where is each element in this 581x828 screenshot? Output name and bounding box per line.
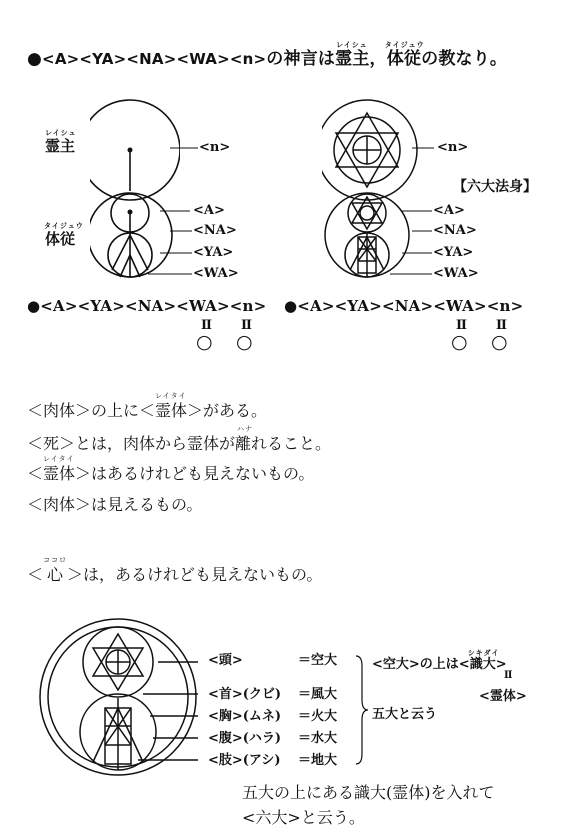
heading-text-b: の教なり。 [421, 49, 508, 69]
sky-eq: Ⅱ [504, 670, 513, 681]
ruby-taiju: タイジュウ [384, 40, 425, 49]
right-bullet-line: ●<A><YA><NA><WA><n> [284, 297, 524, 315]
five-label: 五大と云う [372, 707, 438, 722]
right-leaders [372, 140, 442, 280]
sky-note: <空大>の上は< シキダイ 識大> [372, 648, 507, 672]
row-limbs: <肢>(アシ) ＝地大 [208, 753, 338, 768]
right-eq-2: Ⅱ [496, 318, 507, 333]
para-line-4: ＜肉体＞は見えるもの。 [27, 495, 203, 514]
left-eq-1: Ⅱ [201, 318, 212, 333]
right-eq-1: Ⅱ [456, 318, 467, 333]
taiju-word [384, 40, 425, 69]
para-line-3: ＜ レイタイ 霊体＞はあるけれども見えないもの。 [27, 455, 315, 483]
left-eq-2: Ⅱ [241, 318, 252, 333]
right-na-label: <NA> [433, 223, 477, 238]
left-a-label: <A> [193, 203, 225, 218]
ruby-shikidai: シキダイ [467, 648, 500, 657]
row-belly: <腹>(ハラ) ＝水大 [208, 731, 338, 746]
left-label-bottom-ruby: タイジュウ [44, 221, 84, 230]
para-line-5: ＜ ココロ 心 ＞は，あるけれども見えないもの。 [27, 556, 323, 584]
para-line-2: ＜死＞とは，肉体から霊体が ハナ 離れること。 [27, 425, 332, 453]
brace [352, 654, 372, 766]
taiju: 体従 [386, 49, 422, 69]
footer-line-2: <六大>と云う。 [242, 808, 365, 827]
left-wa-label: <WA> [193, 266, 239, 281]
reishu-word [335, 40, 370, 69]
ruby-reitai-1: レイタイ [155, 392, 187, 400]
row-head: <頭> ＝空大 [208, 653, 338, 668]
left-label-top-ruby: レイシュ [45, 128, 77, 137]
left-leaders [130, 140, 200, 280]
right-n-label: <n> [437, 140, 469, 155]
ruby-hana: ハナ [237, 425, 254, 433]
ruby-reitai-2: レイタイ [43, 455, 75, 463]
left-bullet-line: ●<A><YA><NA><WA><n> [27, 297, 267, 315]
left-label-bottom: タイジュウ 体従 [44, 221, 84, 248]
right-circle-2: ○ [491, 331, 508, 353]
left-n-label: <n> [199, 140, 231, 155]
bullet: ● [27, 49, 43, 69]
row-neck: <首>(クビ) ＝風大 [208, 687, 338, 702]
left-label-top: レイシュ 霊主 [45, 128, 77, 155]
heading [27, 40, 508, 69]
para-line-1: ＜肉体＞の上に＜ レイタイ 霊体＞がある。 [27, 392, 268, 420]
comma: ， [369, 49, 387, 69]
sequence: <A><YA><NA><WA><n> [42, 50, 267, 68]
footer-line-1: 五大の上にある識大(霊体)を入れて [242, 783, 495, 802]
right-circle-1: ○ [451, 331, 468, 353]
bottom-diagram [38, 612, 198, 782]
rokudai-title: 【六大法身】 [453, 179, 537, 195]
ruby-reishu: レイシュ [336, 40, 368, 49]
left-na-label: <NA> [193, 223, 237, 238]
row-chest: <胸>(ムネ) ＝火大 [208, 709, 338, 724]
heading-text-a: の神言は [266, 49, 336, 69]
ruby-kokoro: ココロ [43, 556, 68, 564]
left-circle-2: ○ [236, 331, 253, 353]
right-wa-label: <WA> [433, 266, 479, 281]
left-circle-1: ○ [196, 331, 213, 353]
body-parts-list [208, 650, 358, 772]
left-ya-label: <YA> [193, 245, 234, 260]
reitai-label: <霊体> [479, 689, 527, 704]
right-a-label: <A> [433, 203, 465, 218]
reishu: 霊主 [335, 49, 370, 69]
right-ya-label: <YA> [433, 245, 474, 260]
